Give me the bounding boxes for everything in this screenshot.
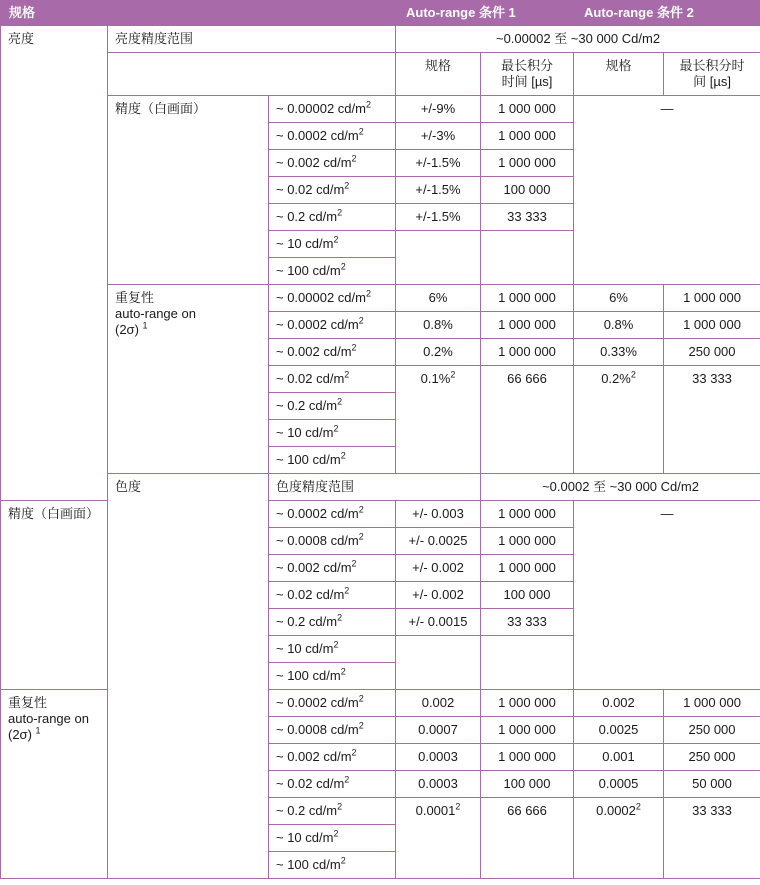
accuracy-spec-empty bbox=[396, 636, 481, 690]
accuracy-row bbox=[1, 96, 760, 123]
level-cell bbox=[269, 312, 396, 339]
unit-superscript: 2 bbox=[340, 261, 346, 272]
level-cell bbox=[269, 555, 396, 582]
repeatability-time1 bbox=[481, 339, 574, 366]
level-text: ~ 0.02 cd/m bbox=[276, 371, 345, 386]
repeatability-time2 bbox=[664, 717, 760, 744]
chromaticity-section-title: 色度 bbox=[108, 474, 269, 879]
footnote-marker: 2 bbox=[450, 369, 456, 380]
level-cell bbox=[269, 204, 396, 231]
repeatability-time1 bbox=[481, 717, 574, 744]
level-cell bbox=[269, 231, 396, 258]
header-spec: 规格 bbox=[1, 1, 396, 26]
repeatability-spec2 bbox=[574, 339, 664, 366]
accuracy-time: 33 333 bbox=[481, 204, 574, 231]
accuracy-time: 1 000 000 bbox=[481, 528, 574, 555]
repeatability-spec1 bbox=[396, 366, 481, 474]
repeatability-time2 bbox=[664, 744, 760, 771]
value-text: 0.0003 bbox=[418, 776, 458, 791]
repeatability-time2 bbox=[664, 798, 760, 879]
level-text: ~ 10 cd/m bbox=[276, 830, 334, 845]
repeatability-time1 bbox=[481, 285, 574, 312]
luminance-range-row bbox=[1, 26, 760, 53]
level-text: ~ 0.02 cd/m bbox=[276, 182, 345, 197]
repeatability-time2 bbox=[664, 690, 760, 717]
unit-superscript: 2 bbox=[344, 774, 350, 785]
value-text: 66 666 bbox=[507, 371, 547, 386]
level-text: ~ 100 cd/m bbox=[276, 263, 341, 278]
repeatability-time1 bbox=[481, 798, 574, 879]
subheader-max-time: 最长积分 时间 [µs] bbox=[481, 53, 574, 96]
level-text: ~ 10 cd/m bbox=[276, 425, 334, 440]
level-text: ~ 0.2 cd/m bbox=[276, 803, 338, 818]
value-text: 0.0005 bbox=[598, 776, 639, 791]
accuracy-spec: +/- 0.002 bbox=[396, 555, 481, 582]
footnote-marker: 2 bbox=[630, 369, 636, 380]
repeatability-spec2 bbox=[574, 744, 664, 771]
level-text: ~ 10 cd/m bbox=[276, 641, 334, 656]
chromaticity-range-row bbox=[1, 474, 760, 501]
value-text: 33 333 bbox=[692, 371, 732, 386]
unit-superscript: 2 bbox=[358, 720, 364, 731]
level-text: ~ 0.2 cd/m bbox=[276, 398, 338, 413]
unit-superscript: 2 bbox=[337, 207, 343, 218]
unit-superscript: 2 bbox=[351, 153, 357, 164]
accuracy-spec: +/-1.5% bbox=[396, 150, 481, 177]
value-text: 1 000 000 bbox=[498, 749, 556, 764]
repeatability-label-line: (2σ) $^1$ bbox=[8, 725, 41, 742]
dash-mark: — bbox=[660, 101, 674, 116]
value-text: 0.001 bbox=[602, 749, 635, 764]
repeatability-time1 bbox=[481, 690, 574, 717]
repeatability-time2 bbox=[664, 366, 760, 474]
repeatability-spec1 bbox=[396, 744, 481, 771]
footnote-marker: 2 bbox=[455, 801, 461, 812]
condition2-na bbox=[574, 96, 760, 285]
accuracy-time: 1 000 000 bbox=[481, 123, 574, 150]
repeatability-label bbox=[1, 690, 108, 879]
level-cell bbox=[269, 798, 396, 825]
value-text: 1 000 000 bbox=[498, 290, 556, 305]
accuracy-time: 1 000 000 bbox=[481, 150, 574, 177]
value-text: 0.2% bbox=[601, 371, 631, 386]
repeatability-time1 bbox=[481, 744, 574, 771]
value-text: 250 000 bbox=[688, 722, 736, 737]
level-cell bbox=[269, 771, 396, 798]
level-text: ~ 0.002 cd/m bbox=[276, 560, 352, 575]
value-text: 100 000 bbox=[503, 776, 551, 791]
level-cell bbox=[269, 528, 396, 555]
luminance-range-value: ~0.00002 至 ~30 000 Cd/m2 bbox=[396, 26, 760, 53]
value-text: 0.0003 bbox=[418, 749, 458, 764]
value-text: 1 000 000 bbox=[683, 695, 741, 710]
value-text: 1 000 000 bbox=[498, 722, 556, 737]
repeatability-spec1 bbox=[396, 717, 481, 744]
level-cell bbox=[269, 636, 396, 663]
value-text: 0.1% bbox=[420, 371, 451, 386]
value-text: 1 000 000 bbox=[683, 290, 741, 305]
value-text: 33 333 bbox=[692, 803, 732, 818]
chromaticity-range-label: 色度精度范围 bbox=[269, 474, 481, 501]
condition2-na bbox=[574, 501, 760, 690]
accuracy-spec: +/-9% bbox=[396, 96, 481, 123]
value-text: 0.8% bbox=[423, 317, 453, 332]
accuracy-label: 精度（白画面） bbox=[108, 96, 269, 285]
value-text: 250 000 bbox=[688, 344, 736, 359]
value-text: 0.0025 bbox=[598, 722, 639, 737]
repeatability-spec2 bbox=[574, 312, 664, 339]
footnote-marker: 2 bbox=[635, 801, 641, 812]
luminance-range-label: 亮度精度范围 bbox=[108, 26, 396, 53]
level-cell bbox=[269, 96, 396, 123]
repeatability-label-line: 重复性 bbox=[8, 695, 48, 710]
accuracy-spec: +/-3% bbox=[396, 123, 481, 150]
level-cell bbox=[269, 420, 396, 447]
repeatability-time2 bbox=[664, 285, 760, 312]
level-text: ~ 0.00002 cd/m bbox=[276, 101, 366, 116]
level-text: ~ 0.0002 cd/m bbox=[276, 128, 359, 143]
unit-superscript: 2 bbox=[351, 558, 357, 569]
level-cell bbox=[269, 744, 396, 771]
unit-superscript: 2 bbox=[358, 504, 364, 515]
value-text: 0.33% bbox=[600, 344, 637, 359]
accuracy-label: 精度（白画面） bbox=[1, 501, 108, 690]
header-condition-2: Auto-range 条件 2 bbox=[574, 1, 760, 26]
unit-superscript: 2 bbox=[358, 315, 364, 326]
unit-superscript: 2 bbox=[337, 801, 343, 812]
unit-superscript: 2 bbox=[358, 126, 364, 137]
repeatability-spec1 bbox=[396, 771, 481, 798]
level-text: ~ 0.02 cd/m bbox=[276, 776, 345, 791]
repeatability-spec1 bbox=[396, 798, 481, 879]
value-text: 6% bbox=[609, 290, 628, 305]
unit-superscript: 2 bbox=[333, 828, 339, 839]
repeatability-time1 bbox=[481, 312, 574, 339]
level-text: ~ 0.002 cd/m bbox=[276, 749, 352, 764]
unit-superscript: 2 bbox=[333, 234, 339, 245]
repeatability-spec1 bbox=[396, 690, 481, 717]
repeatability-spec2 bbox=[574, 690, 664, 717]
unit-superscript: 2 bbox=[340, 855, 346, 866]
level-text: ~ 0.2 cd/m bbox=[276, 614, 338, 629]
unit-superscript: 2 bbox=[340, 666, 346, 677]
level-text: ~ 0.00002 cd/m bbox=[276, 290, 366, 305]
accuracy-spec: +/-1.5% bbox=[396, 204, 481, 231]
level-text: ~ 0.002 cd/m bbox=[276, 155, 352, 170]
accuracy-time: 100 000 bbox=[481, 177, 574, 204]
value-text: 0.002 bbox=[421, 695, 455, 710]
unit-superscript: 2 bbox=[358, 531, 364, 542]
level-cell bbox=[269, 690, 396, 717]
level-text: ~ 10 cd/m bbox=[276, 236, 334, 251]
accuracy-time: 1 000 000 bbox=[481, 555, 574, 582]
value-text: 66 666 bbox=[507, 803, 547, 818]
subheader-spec-2: 规格 bbox=[574, 53, 664, 96]
unit-superscript: 2 bbox=[358, 693, 364, 704]
unit-superscript: 2 bbox=[351, 342, 357, 353]
level-text: ~ 0.0002 cd/m bbox=[276, 695, 359, 710]
unit-superscript: 2 bbox=[351, 747, 357, 758]
level-cell bbox=[269, 339, 396, 366]
value-text: 50 000 bbox=[692, 776, 732, 791]
repeatability-label-line: auto-range on bbox=[115, 306, 196, 321]
level-cell bbox=[269, 501, 396, 528]
level-text: ~ 100 cd/m bbox=[276, 857, 341, 872]
level-cell bbox=[269, 150, 396, 177]
repeatability-spec1 bbox=[396, 312, 481, 339]
accuracy-time-empty bbox=[481, 231, 574, 285]
level-cell bbox=[269, 717, 396, 744]
repeatability-spec2 bbox=[574, 717, 664, 744]
chromaticity-range-value: ~0.0002 至 ~30 000 Cd/m2 bbox=[481, 474, 760, 501]
footnote-marker: 1 bbox=[142, 320, 148, 331]
value-text: 1 000 000 bbox=[498, 317, 556, 332]
accuracy-spec: +/- 0.0015 bbox=[396, 609, 481, 636]
level-text: ~ 0.2 cd/m bbox=[276, 209, 338, 224]
value-text: 250 000 bbox=[688, 749, 736, 764]
repeatability-spec2 bbox=[574, 771, 664, 798]
repeatability-spec2 bbox=[574, 285, 664, 312]
repeatability-label-line: 重复性 bbox=[115, 290, 155, 305]
repeatability-label bbox=[108, 285, 269, 474]
accuracy-spec: +/- 0.0025 bbox=[396, 528, 481, 555]
repeatability-spec1 bbox=[396, 339, 481, 366]
repeatability-row bbox=[1, 285, 760, 312]
accuracy-spec: +/- 0.002 bbox=[396, 582, 481, 609]
level-cell bbox=[269, 852, 396, 879]
level-text: ~ 0.002 cd/m bbox=[276, 344, 352, 359]
repeatability-spec2 bbox=[574, 798, 664, 879]
repeatability-time1 bbox=[481, 366, 574, 474]
unit-superscript: 2 bbox=[333, 639, 339, 650]
accuracy-time: 1 000 000 bbox=[481, 96, 574, 123]
unit-superscript: 2 bbox=[333, 423, 339, 434]
level-text: ~ 0.0002 cd/m bbox=[276, 317, 359, 332]
repeatability-label-line: auto-range on bbox=[8, 711, 89, 726]
subheader-max-time-2: 最长积分时 间 [µs] bbox=[664, 53, 760, 96]
unit-superscript: 2 bbox=[340, 450, 346, 461]
level-text: ~ 0.0002 cd/m bbox=[276, 506, 359, 521]
luminance-section-title: 亮度 bbox=[1, 26, 108, 501]
repeatability-time2 bbox=[664, 771, 760, 798]
accuracy-spec: +/- 0.003 bbox=[396, 501, 481, 528]
level-cell bbox=[269, 258, 396, 285]
unit-superscript: 2 bbox=[344, 369, 350, 380]
level-cell bbox=[269, 366, 396, 393]
level-cell bbox=[269, 393, 396, 420]
repeatability-time2 bbox=[664, 339, 760, 366]
subheader-row bbox=[1, 53, 760, 96]
repeatability-time1 bbox=[481, 771, 574, 798]
accuracy-time-empty bbox=[481, 636, 574, 690]
subheader-spec: 规格 bbox=[396, 53, 481, 96]
accuracy-spec: +/-1.5% bbox=[396, 177, 481, 204]
value-text: 0.8% bbox=[603, 317, 634, 332]
level-cell bbox=[269, 285, 396, 312]
header-condition-1: Auto-range 条件 1 bbox=[396, 1, 574, 26]
accuracy-time: 100 000 bbox=[481, 582, 574, 609]
level-text: ~ 0.02 cd/m bbox=[276, 587, 345, 602]
level-cell bbox=[269, 663, 396, 690]
level-text: ~ 100 cd/m bbox=[276, 452, 341, 467]
value-text: 0.0002 bbox=[596, 803, 636, 818]
level-cell bbox=[269, 825, 396, 852]
unit-superscript: 2 bbox=[344, 180, 350, 191]
unit-superscript: 2 bbox=[365, 99, 371, 110]
value-text: 0.0007 bbox=[418, 722, 458, 737]
repeatability-spec1 bbox=[396, 285, 481, 312]
level-cell bbox=[269, 123, 396, 150]
level-text: ~ 0.0008 cd/m bbox=[276, 533, 359, 548]
footnote-marker: 1 bbox=[35, 725, 41, 736]
repeatability-label-line: (2σ) $^1$ bbox=[115, 320, 148, 337]
level-text: ~ 100 cd/m bbox=[276, 668, 341, 683]
accuracy-time: 33 333 bbox=[481, 609, 574, 636]
unit-superscript: 2 bbox=[344, 585, 350, 596]
repeatability-time2 bbox=[664, 312, 760, 339]
accuracy-spec-empty bbox=[396, 231, 481, 285]
level-cell bbox=[269, 609, 396, 636]
level-cell bbox=[269, 177, 396, 204]
level-cell bbox=[269, 582, 396, 609]
repeatability-spec2 bbox=[574, 366, 664, 474]
level-text: ~ 0.0008 cd/m bbox=[276, 722, 359, 737]
subheader-blank bbox=[108, 53, 396, 96]
value-text: 6% bbox=[428, 290, 448, 305]
accuracy-time: 1 000 000 bbox=[481, 501, 574, 528]
unit-superscript: 2 bbox=[337, 396, 343, 407]
dash-mark: — bbox=[660, 506, 674, 521]
value-text: 1 000 000 bbox=[683, 317, 741, 332]
value-text: 1 000 000 bbox=[498, 695, 556, 710]
unit-superscript: 2 bbox=[365, 288, 371, 299]
value-text: 1 000 000 bbox=[498, 344, 556, 359]
unit-superscript: 2 bbox=[337, 612, 343, 623]
header-row bbox=[1, 1, 760, 26]
value-text: 0.002 bbox=[602, 695, 635, 710]
value-text: 0.0001 bbox=[415, 803, 456, 818]
value-text: 0.2% bbox=[423, 344, 453, 359]
level-cell bbox=[269, 447, 396, 474]
